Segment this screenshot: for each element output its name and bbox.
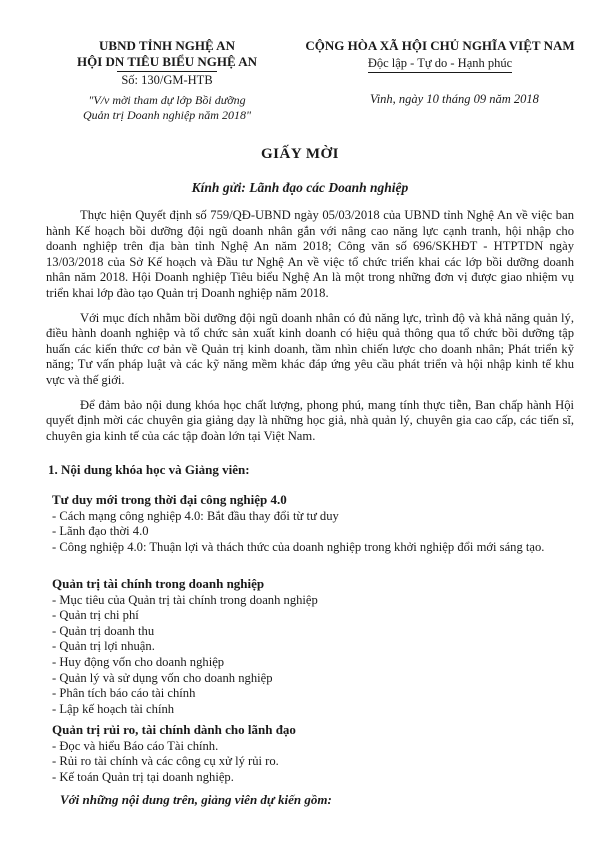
org-name-line2: HỘI DN TIÊU BIỂU NGHỆ AN — [77, 54, 257, 69]
topic-item: - Quản lý và sử dụng vốn cho doanh nghiệp — [52, 670, 273, 685]
topic-item: - Cách mạng công nghiệp 4.0: Bắt đầu thay đổi từ tư duy — [52, 508, 339, 523]
topic-item: - Lãnh đạo thời 4.0 — [52, 524, 149, 539]
topic-heading: Tư duy mới trong thời đại công nghiệp 4.0 — [52, 492, 287, 507]
recipient-greeting: Kính gửi: Lãnh đạo các Doanh nghiệp — [191, 180, 409, 195]
body-paragraph: Để đảm bảo nội dung khóa học chất lượng, phong phú, mang tính thực tiễn, Ban chấp hành Hội quyết định mời các chuyên gia giảng dạy là những học giả, nhà quản lý, chuyên gia cao cấp, các tiến sĩ, chuyên gia kinh tế của các tập đoàn lớn tại Việt Nam. — [46, 397, 574, 443]
topic-item: - Quản trị doanh thu — [52, 623, 155, 638]
topic-item: - Phân tích báo cáo tài chính — [52, 686, 196, 701]
topic-item: - Mục tiêu của Quản trị tài chính trong doanh nghiệp — [52, 592, 318, 607]
closing-line: Với những nội dung trên, giảng viên dự kiến gồm: — [60, 792, 332, 807]
document-number: Số: 130/GM-HTB — [117, 71, 216, 88]
body-paragraph: Thực hiện Quyết định số 759/QĐ-UBND ngày 05/03/2018 của UBND tỉnh Nghệ An về việc ban hành Kế hoạch bồi dưỡng đội ngũ doanh nhân gắn với nâng cao năng lực cạnh tranh, hội nhập cho doanh nghiệp trên địa bàn tỉnh Nghệ An năm 2018; Công văn số 696/SKHĐT - HTPTDN ngày 13/03/2018 của Sở Kế hoạch và Đầu tư Nghệ An về việc tổ chức triển khai các lớp bồi dưỡng doanh nhân năm 2018. Hội Doanh nghiệp Tiêu biểu Nghệ An là một trong những đơn vị được giao nhiệm vụ triển khai lớp đào tạo Quản trị Doanh nghiệp năm 2018. — [46, 208, 574, 300]
issuing-organization-block — [72, 38, 262, 123]
document-title: GIẤY MỜI — [260, 146, 340, 162]
issue-date: Vinh, ngày 10 tháng 09 năm 2018 — [370, 92, 539, 106]
topic-block-finance — [52, 576, 572, 717]
org-name-line1: UBND TỈNH NGHỆ AN — [99, 38, 235, 53]
topic-item: - Công nghiệp 4.0: Thuận lợi và thách thức của doanh nghiệp trong khởi nghiệp đổi mới sáng tạo. — [52, 539, 545, 554]
national-header-block — [290, 38, 590, 73]
topic-heading: Quản trị rủi ro, tài chính dành cho lãnh đạo — [52, 722, 296, 737]
topic-item: - Quản trị lợi nhuận. — [52, 639, 155, 654]
topic-block-industry-4 — [52, 492, 572, 555]
topic-item: - Rủi ro tài chính và các công cụ xử lý rủi ro. — [52, 754, 279, 769]
subject-line2: Quản trị Doanh nghiệp năm 2018" — [82, 108, 252, 122]
topic-item: - Kế toán Quản trị tại doanh nghiệp. — [52, 769, 234, 784]
section-title: 1. Nội dung khóa học và Giảng viên: — [48, 462, 250, 477]
nation-name: CỘNG HÒA XÃ HỘI CHỦ NGHĨA VIỆT NAM — [305, 38, 575, 53]
topic-item: - Đọc và hiểu Báo cáo Tài chính. — [52, 738, 219, 753]
topic-item: - Lập kế hoạch tài chính — [52, 701, 175, 716]
topic-block-risk — [52, 722, 572, 785]
document-subject — [72, 93, 262, 123]
document-body — [46, 208, 574, 453]
body-paragraph: Với mục đích nhằm bồi dưỡng đội ngũ doanh nhân có đủ năng lực, trình độ và khả năng quản lý, điều hành doanh nghiệp và tổ chức sản xuất kinh doanh có hiệu quả thông qua tổ chức bồi dưỡng tập huấn các kiến thức cơ bản về Quản trị kinh doanh, tầm nhìn chiến lược cho doanh nhân; Phát triển kỹ năng; Tư vấn pháp luật và các kỹ năng mềm khác đáp ứng yêu cầu phát triển và hội nhập kinh tế khu vực và thế giới. — [46, 310, 574, 387]
subject-line1: "V/v mời tham dự lớp Bồi dưỡng — [88, 93, 246, 107]
topic-heading: Quản trị tài chính trong doanh nghiệp — [52, 576, 265, 591]
topic-item: - Quản trị chi phí — [52, 608, 139, 623]
topic-item: - Huy động vốn cho doanh nghiệp — [52, 654, 225, 669]
national-motto: Độc lập - Tự do - Hạnh phúc — [368, 55, 512, 73]
